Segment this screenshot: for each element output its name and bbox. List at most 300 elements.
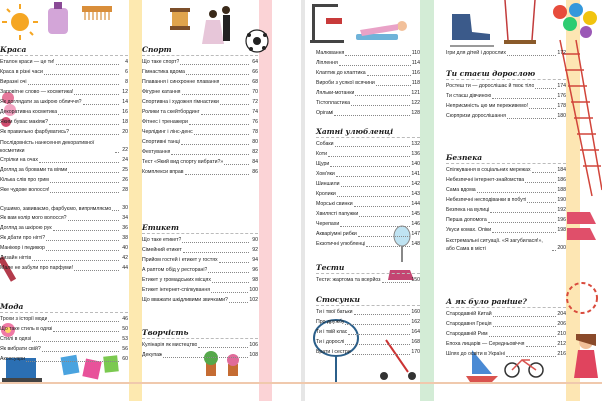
toc-entry[interactable] — [142, 275, 258, 285]
dot-leader — [50, 192, 119, 193]
toc-entry-title: Як вам колір мого волосся? — [0, 215, 67, 221]
toc-entry[interactable] — [142, 285, 258, 295]
toc-entry[interactable] — [446, 235, 566, 253]
toc-entry[interactable] — [142, 67, 258, 77]
dot-leader — [229, 302, 248, 303]
toc-entry[interactable] — [446, 309, 566, 319]
dot-leader — [328, 156, 410, 157]
toc-entry-title: Спортивна і художня гімнастики — [142, 99, 219, 105]
toc-entry-title: Брати і сестри — [316, 349, 351, 355]
dot-leader — [211, 292, 248, 293]
section-title: Етикет — [142, 222, 258, 234]
dot-leader — [185, 174, 249, 175]
toc-entry-page: 170 — [411, 349, 420, 355]
rope-ladder-icon — [560, 40, 602, 196]
toc-entry-title: Ігри для дітей і дорослих — [446, 50, 506, 56]
toc-entry[interactable] — [446, 165, 566, 175]
dot-leader — [335, 146, 411, 147]
toc-entry-page: 146 — [411, 221, 420, 227]
toc-entry-title: Комплекси вправ — [142, 169, 184, 175]
dot-leader — [181, 144, 249, 145]
toc-entry[interactable] — [142, 107, 258, 117]
dot-leader — [477, 192, 557, 193]
hula-hoop-icon — [567, 283, 597, 313]
dot-leader — [348, 334, 410, 335]
dot-leader — [506, 356, 557, 357]
dot-leader — [345, 344, 410, 345]
dot-leader — [46, 250, 119, 251]
dot-leader — [367, 75, 411, 76]
dot-leader — [53, 230, 119, 231]
toc-entry-page: 22 — [122, 147, 128, 153]
toc-entry[interactable] — [446, 215, 566, 225]
section-creativity — [142, 327, 258, 360]
toc-entry-page: 6 — [125, 69, 128, 75]
toc-entry[interactable] — [316, 68, 420, 78]
toc-entry-title: Спілкування в соціальних мережах — [446, 167, 531, 173]
toc-entry-page: 98 — [252, 277, 258, 283]
dot-leader — [212, 282, 249, 283]
section-fashion — [0, 301, 128, 364]
spool-icon — [170, 8, 190, 30]
toc-entry-title: Ти і твої батьки — [316, 309, 353, 315]
toc-entry-title: Як вибрати свій? — [0, 346, 41, 352]
toc-entry-title: Укуси комах. Опіки — [446, 227, 492, 233]
toc-entry[interactable] — [0, 137, 128, 155]
toc-entry-title: Перша допомога — [446, 217, 487, 223]
toc-entry-page: 198 — [557, 227, 566, 233]
toc-entry[interactable] — [142, 77, 258, 87]
dot-leader — [224, 164, 249, 165]
toc-entry-title: Сюрпризи дорослішання — [446, 113, 506, 119]
toc-entry[interactable] — [446, 339, 566, 349]
toc-entry[interactable] — [316, 149, 420, 159]
dot-leader — [182, 94, 250, 95]
dot-leader — [337, 196, 411, 197]
dot-leader — [345, 324, 410, 325]
toc-entry-title: Заповітне слово — косметика! — [0, 89, 74, 95]
toc-entry-page: 84 — [252, 159, 258, 165]
toc-entry[interactable] — [0, 67, 128, 77]
toc-entry[interactable] — [0, 324, 128, 334]
toc-entry[interactable] — [446, 185, 566, 195]
toc-entry-page: 142 — [411, 181, 420, 187]
toc-entry-page: 38 — [122, 235, 128, 241]
dot-leader — [527, 202, 556, 203]
toc-entry[interactable] — [0, 165, 128, 175]
toc-entry-page: 200 — [557, 245, 566, 251]
toc-entry-page: 66 — [252, 69, 258, 75]
toc-entry[interactable] — [316, 78, 420, 88]
perfume-bottle-icon — [48, 2, 68, 34]
toc-entry-page: 145 — [411, 211, 420, 217]
toc-entry-title: Черлідинг і лінс-денс — [142, 129, 193, 135]
toc-entry[interactable] — [142, 157, 258, 167]
toc-entry-page: 28 — [122, 187, 128, 193]
dot-leader — [46, 240, 119, 241]
toc-entry[interactable] — [142, 57, 258, 67]
toc-entry-title: Стародавня Греція — [446, 321, 492, 327]
toc-entry[interactable] — [0, 233, 128, 243]
toc-entry[interactable] — [0, 354, 128, 364]
dot-leader — [552, 250, 556, 251]
toc-entry[interactable] — [446, 349, 566, 359]
dot-leader — [339, 65, 411, 66]
toc-entry[interactable] — [0, 195, 128, 213]
dot-leader — [526, 346, 557, 347]
toc-entry[interactable] — [446, 329, 566, 339]
dot-leader — [507, 118, 556, 119]
dot-leader — [220, 104, 249, 105]
toc-entry[interactable] — [316, 327, 420, 337]
toc-entry-title: Безпека на вулиці — [446, 207, 490, 213]
toc-entry[interactable] — [446, 111, 566, 121]
dot-leader — [493, 316, 557, 317]
toc-entry-page: 70 — [252, 89, 258, 95]
section-title: Тести — [316, 262, 420, 274]
toc-entry-page: 72 — [252, 99, 258, 105]
toc-entry-page: 190 — [557, 197, 566, 203]
toc-entry-title: Собаки — [316, 141, 334, 147]
toc-entry[interactable] — [142, 97, 258, 107]
dot-leader — [58, 114, 119, 115]
toc-entry-page: 108 — [249, 352, 258, 358]
dot-leader — [194, 134, 249, 135]
toc-entry-title: Хвилясті папужки — [316, 211, 359, 217]
toc-entry-page: 4 — [125, 59, 128, 65]
dot-leader — [163, 357, 248, 358]
toc-entry-title: Сімейний етикет — [142, 247, 182, 253]
section-title: Спорт — [142, 44, 258, 56]
toc-entry[interactable] — [316, 179, 420, 189]
dot-leader — [492, 98, 556, 99]
toc-entry-title: Що таке стиль в одязі — [0, 326, 53, 332]
toc-entry[interactable] — [0, 243, 128, 253]
toc-entry-page: 144 — [411, 201, 420, 207]
toc-entry-page: 150 — [411, 277, 420, 283]
section-history — [446, 296, 566, 359]
toc-entry-title: Як доглядати за шкірою обличчя? — [0, 99, 82, 105]
toc-entry[interactable] — [142, 117, 258, 127]
toc-entry[interactable] — [0, 213, 128, 223]
toc-entry[interactable] — [0, 263, 128, 273]
toc-entry-title: Як дбати про нігті? — [0, 235, 46, 241]
toc-entry-page: 94 — [252, 257, 258, 263]
dot-leader — [208, 272, 249, 273]
toc-entry-page: 116 — [411, 70, 420, 76]
toc-entry[interactable] — [446, 225, 566, 235]
toc-entry[interactable] — [142, 255, 258, 265]
dot-leader — [26, 361, 119, 362]
toc-entry[interactable] — [316, 98, 420, 108]
dot-leader — [44, 74, 119, 75]
toc-entry-page: 68 — [252, 79, 258, 85]
toc-entry-title: Плавання і синхронне плавання — [142, 79, 220, 85]
toc-entry[interactable] — [316, 88, 420, 98]
toc-entry[interactable] — [316, 48, 420, 58]
toc-entry-page: 196 — [557, 217, 566, 223]
toc-entry[interactable] — [0, 127, 128, 137]
bicycle-icon — [505, 360, 543, 377]
toc-entry[interactable] — [446, 101, 566, 111]
toc-entry-page: 60 — [122, 356, 128, 362]
toc-entry-title: Виразні очі — [0, 79, 27, 85]
section-growing-up — [446, 68, 566, 121]
toc-entry-title: Орігамі — [316, 110, 334, 116]
toc-entry-page: 210 — [557, 331, 566, 337]
toc-entry[interactable] — [316, 347, 420, 357]
toc-entry-title: Стрілки на очах — [0, 157, 38, 163]
toc-entry-page: 168 — [411, 339, 420, 345]
toc-entry-title: Фехтування — [142, 149, 171, 155]
toc-entry-title: Дизайн нігтів — [0, 255, 32, 261]
toc-entry-title: Малювання — [316, 50, 345, 56]
toc-entry-page: 20 — [122, 129, 128, 135]
toc-entry-title: Ролики та скейтбординг — [142, 109, 200, 115]
dot-leader — [345, 55, 410, 56]
toc-entry[interactable] — [142, 265, 258, 275]
toc-entry-page: 80 — [252, 139, 258, 145]
toc-entry-title: Ти і дорослі — [316, 339, 345, 345]
toc-entry-page: 76 — [252, 119, 258, 125]
toc-entry-page: 188 — [557, 187, 566, 193]
toc-entry-title: Стилі в одязі — [0, 336, 31, 342]
dot-leader — [492, 232, 556, 233]
toc-entry-page: 16 — [122, 109, 128, 115]
toc-entry[interactable] — [0, 77, 128, 87]
dot-leader — [340, 226, 410, 227]
toc-entry[interactable] — [142, 340, 258, 350]
dot-leader — [68, 172, 119, 173]
toc-entry[interactable] — [142, 147, 258, 157]
comb-icon — [82, 6, 112, 20]
toc-entry[interactable] — [316, 239, 420, 249]
toc-entry[interactable] — [446, 81, 566, 91]
toc-entry-page: 178 — [557, 103, 566, 109]
toc-entry[interactable] — [142, 245, 258, 255]
toc-entry-title: Стародавній Рим — [446, 331, 488, 337]
toc-entry[interactable] — [316, 307, 420, 317]
toc-entry[interactable] — [142, 137, 258, 147]
toc-entry[interactable] — [0, 185, 128, 195]
section-pets — [316, 126, 420, 249]
toc-entry[interactable] — [0, 344, 128, 354]
section-title: Хатні улюбленці — [316, 126, 420, 138]
dot-leader — [83, 104, 119, 105]
toc-entry[interactable] — [0, 155, 128, 165]
toc-entry-page: 164 — [411, 329, 420, 335]
section-title: Краса — [0, 44, 128, 56]
dancers-icon — [202, 6, 230, 44]
toc-entry[interactable] — [316, 337, 420, 347]
toc-entry-title: Екзотичні улюбленці — [316, 241, 366, 247]
toc-entry[interactable] — [446, 195, 566, 205]
dot-leader — [355, 95, 410, 96]
dot-leader — [180, 64, 249, 65]
dot-leader — [50, 182, 119, 183]
toc-entry-page: 148 — [411, 241, 420, 247]
dot-leader — [493, 326, 557, 327]
toc-entry[interactable] — [446, 91, 566, 101]
toc-entry-page: 50 — [122, 326, 128, 332]
toc-entry-title: Клаптик до клаптика — [316, 70, 366, 76]
sun-icon — [2, 4, 38, 40]
section-sport — [142, 44, 258, 177]
toc-entry-title: Догляд за бровами та віями — [0, 167, 68, 173]
dot-leader — [32, 341, 119, 342]
toc-entry[interactable] — [0, 223, 128, 233]
toc-entry-title: Яким бувас макіяж? — [0, 119, 49, 125]
toc-entry[interactable] — [0, 314, 128, 324]
balloons-icon — [553, 3, 597, 38]
toc-entry-title: Гімнастика вдома — [142, 69, 185, 75]
section-safety — [446, 152, 566, 253]
toc-entry-page: 186 — [557, 177, 566, 183]
dot-leader — [529, 108, 556, 109]
toc-entry-title: Хом'яки — [316, 171, 335, 177]
dot-leader — [488, 222, 557, 223]
toc-entry[interactable] — [446, 205, 566, 215]
toc-entry[interactable] — [0, 175, 128, 185]
toc-entry[interactable] — [0, 107, 128, 117]
toc-entry[interactable] — [0, 334, 128, 344]
toc-entry-page: 14 — [122, 99, 128, 105]
toc-entry-title: Кулінарія як мистецтво — [142, 342, 198, 348]
toc-entry-page: 110 — [411, 50, 420, 56]
dot-leader — [198, 347, 248, 348]
toc-entry[interactable] — [316, 58, 420, 68]
dot-leader — [56, 64, 120, 65]
toc-entry[interactable] — [316, 169, 420, 179]
toc-entry-title: А раптом обід у ресторані? — [142, 267, 208, 273]
toc-entry-page: 78 — [252, 129, 258, 135]
dot-leader — [220, 84, 249, 85]
toc-entry[interactable] — [316, 189, 420, 199]
section-title: Творчість — [142, 327, 258, 339]
toc-entry-title: Що таке етикет? — [142, 237, 182, 243]
toc-entry-page: 46 — [122, 316, 128, 322]
toc-entry[interactable] — [316, 229, 420, 239]
toc-entry-title: Тести: жартома та всерйоз — [316, 277, 381, 283]
toc-entry-page: 24 — [122, 157, 128, 163]
toc-entry-page: 122 — [411, 100, 420, 106]
dot-leader — [32, 260, 119, 261]
toc-entry[interactable] — [316, 317, 420, 327]
toc-entry[interactable] — [316, 219, 420, 229]
toc-entry-title: Шиншили — [316, 181, 340, 187]
section-creativity-cont — [316, 48, 420, 118]
toc-entry[interactable] — [0, 253, 128, 263]
dot-leader — [183, 252, 249, 253]
toc-entry-title: Щури — [316, 161, 330, 167]
toc-entry-title: Що таке спорт? — [142, 59, 180, 65]
dot-leader — [115, 152, 119, 153]
toc-entry-page: 30 — [122, 205, 128, 211]
toc-entry[interactable] — [142, 350, 258, 360]
toc-entry-title: Ти стаєш дівчиною — [446, 93, 492, 99]
toc-entry-page: 106 — [249, 342, 258, 348]
toc-entry-title: Манікюр і педикюр — [0, 245, 45, 251]
toc-entry-title: Морські свинки — [316, 201, 353, 207]
dot-leader — [336, 176, 411, 177]
toc-entry-page: 162 — [411, 319, 420, 325]
toc-entry[interactable] — [316, 275, 420, 285]
dot-leader — [201, 114, 249, 115]
dot-leader — [330, 166, 410, 167]
toc-entry-title: Як правильно фарбуватись? — [0, 129, 70, 135]
toc-entry-title: Коти — [316, 151, 328, 157]
toc-entry-page: 86 — [252, 169, 258, 175]
toc-entry-page: 140 — [411, 161, 420, 167]
toc-entry-page: 204 — [557, 311, 566, 317]
toc-entry-page: 34 — [122, 215, 128, 221]
toc-entry-page: 206 — [557, 321, 566, 327]
toc-entry-title: Епоха лицарів — Середньовіччя — [446, 341, 525, 347]
ice-skate-icon — [450, 14, 494, 46]
toc-entry[interactable] — [0, 117, 128, 127]
toc-entry-page: 100 — [249, 287, 258, 293]
toc-entry-title: Спортивні танці — [142, 139, 180, 145]
toc-entry[interactable] — [316, 209, 420, 219]
toc-entry-title: Шлях до освіти в Україні — [446, 351, 505, 357]
toc-entry-page: 141 — [411, 171, 420, 177]
toc-entry-page: 114 — [411, 60, 420, 66]
toc-entry-page: 102 — [249, 297, 258, 303]
toc-entry-title: Черепахи — [316, 221, 340, 227]
toc-entry-page: 136 — [411, 151, 420, 157]
toc-entry[interactable] — [446, 319, 566, 329]
toc-entry[interactable] — [446, 48, 566, 58]
toc-entry[interactable] — [316, 159, 420, 169]
bottom-rule — [0, 382, 602, 384]
toc-entry[interactable] — [142, 295, 258, 305]
toc-entry[interactable] — [0, 97, 128, 107]
dot-leader — [507, 55, 556, 56]
toc-entry[interactable] — [316, 139, 420, 149]
dot-leader — [341, 186, 411, 187]
toc-entry[interactable] — [316, 108, 420, 118]
dot-leader — [359, 216, 410, 217]
toc-entry-title: Тістопластика — [316, 100, 350, 106]
toc-entry[interactable] — [142, 167, 258, 177]
dot-leader — [376, 85, 411, 86]
toc-entry[interactable] — [142, 235, 258, 245]
toc-entry-page: 160 — [411, 309, 420, 315]
toc-entry-page: 53 — [122, 336, 128, 342]
toc-entry[interactable] — [142, 87, 258, 97]
toc-entry-page: 26 — [122, 177, 128, 183]
gym-machine-icon — [310, 4, 344, 43]
toc-entry-title: Фітнес і тренажери — [142, 119, 188, 125]
toc-entry-title: Декоративна косметика — [0, 109, 58, 115]
toc-entry-page: 184 — [557, 167, 566, 173]
toc-entry-title: Стародавній Китай — [446, 311, 492, 317]
toc-entry-page: 12 — [122, 89, 128, 95]
toc-entry[interactable] — [446, 175, 566, 185]
dot-leader — [219, 262, 249, 263]
toc-entry[interactable] — [0, 57, 128, 67]
exercise-girl-icon — [356, 21, 407, 40]
dot-leader — [68, 220, 119, 221]
toc-entry-title: Ляльки-мотанки — [316, 90, 355, 96]
toc-entry-title: Неприємність цю ми переживемо! — [446, 103, 529, 109]
section-title: Ти стаєш дорослою — [446, 68, 566, 80]
toc-entry[interactable] — [142, 127, 258, 137]
section-tests — [316, 262, 420, 285]
dot-leader — [354, 206, 411, 207]
toc-entry[interactable] — [316, 199, 420, 209]
toc-entry[interactable] — [0, 87, 128, 97]
